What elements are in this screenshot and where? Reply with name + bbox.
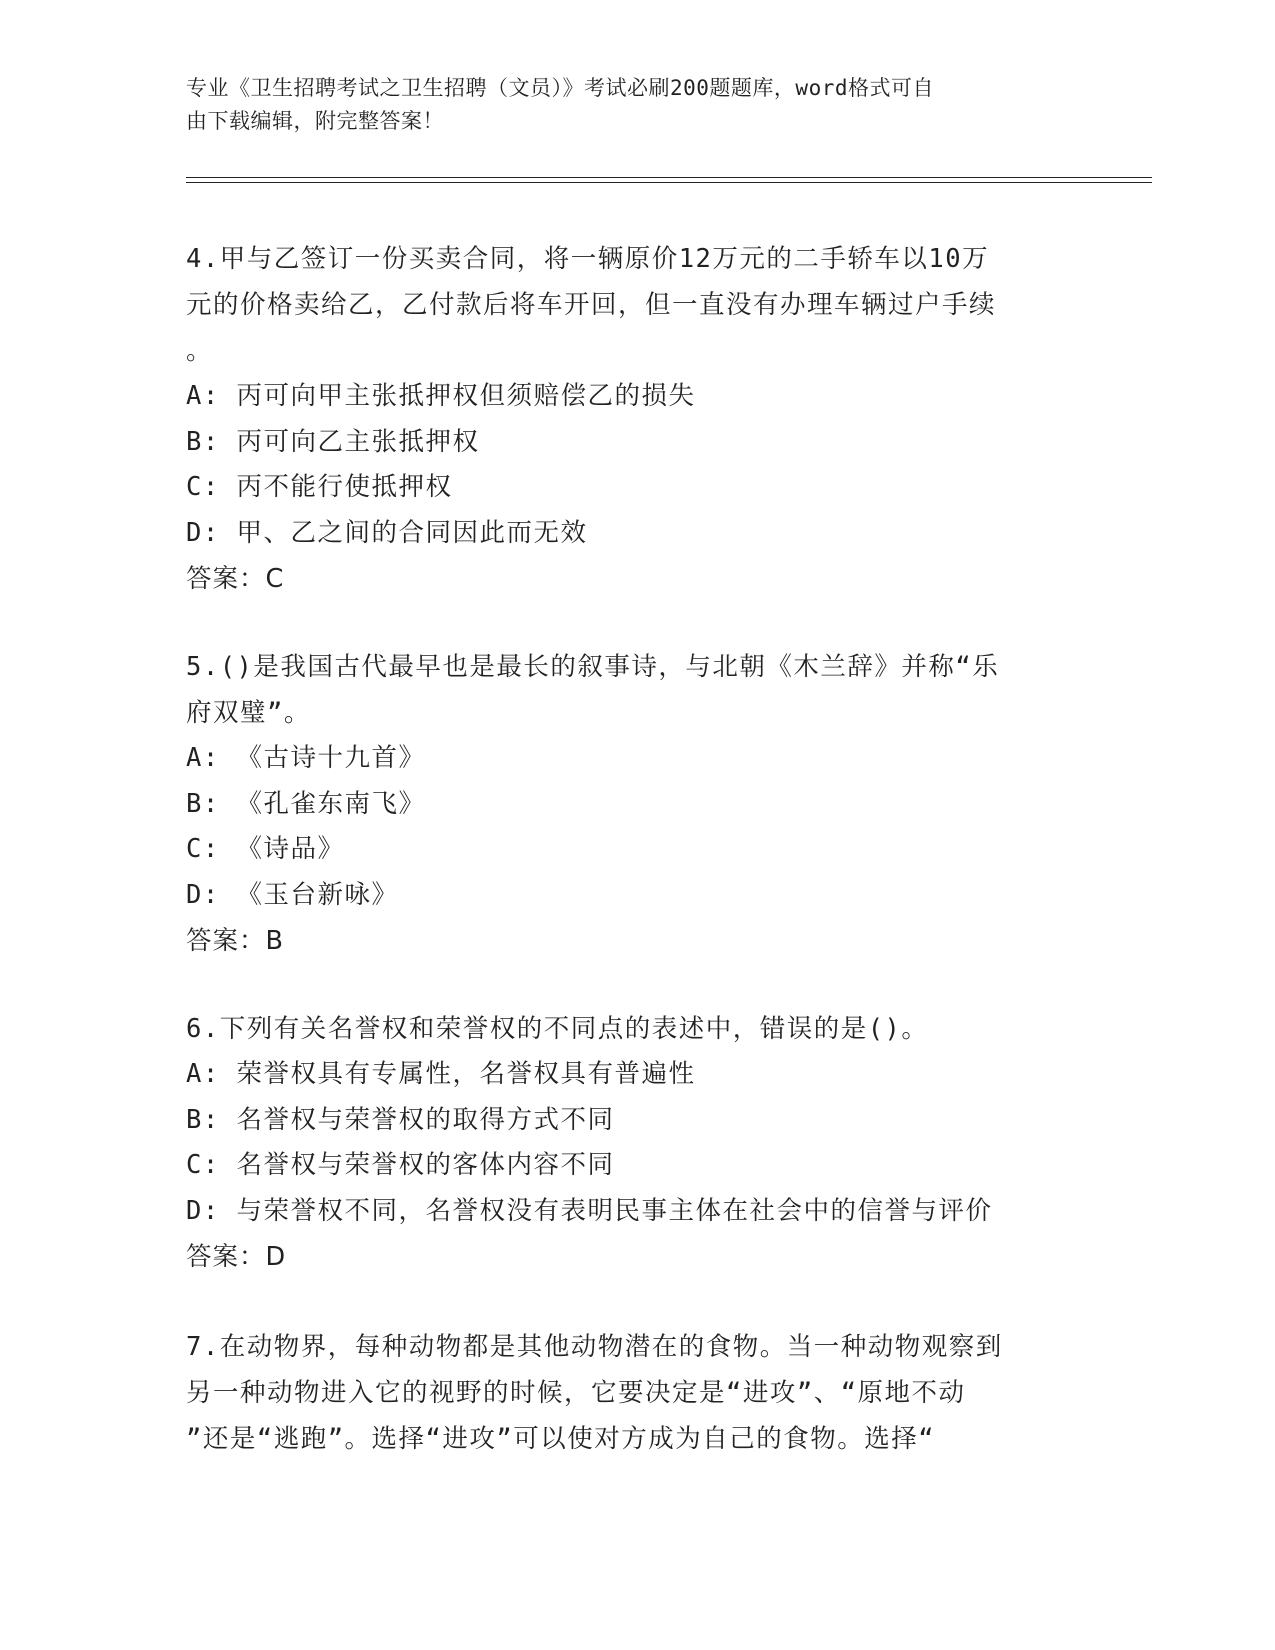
question-4 bbox=[186, 236, 1066, 602]
option-b: B: 《孔雀东南飞》 bbox=[186, 788, 426, 819]
question-6 bbox=[186, 1006, 1066, 1280]
question-stem-line: 元的价格卖给乙，乙付款后将车开回，但一直没有办理车辆过户手续 bbox=[186, 290, 997, 320]
option-c: C: 丙不能行使抵押权 bbox=[186, 472, 453, 502]
question-stem-line: 4.甲与乙签订一份买卖合同，将一辆原价12万元的二手轿车以10万 bbox=[186, 244, 990, 274]
answer: 答案：C bbox=[186, 564, 285, 594]
option-d: D: 甲、乙之间的合同因此而无效 bbox=[186, 517, 588, 548]
header-divider-bottom bbox=[186, 182, 1152, 183]
answer: 答案：B bbox=[186, 926, 284, 956]
question-stem-line: 6.下列有关名誉权和荣誉权的不同点的表述中，错误的是()。 bbox=[186, 1014, 929, 1044]
header-line-2: 由下载编辑，附完整答案！ bbox=[186, 109, 444, 133]
question-stem-line: 。 bbox=[186, 336, 214, 366]
question-stem-line: 7.在动物界，每种动物都是其他动物潜在的食物。当一种动物观察到 bbox=[186, 1332, 1003, 1362]
option-b: B: 丙可向乙主张抵押权 bbox=[186, 426, 480, 457]
question-stem-line: 5.()是我国古代最早也是最长的叙事诗，与北朝《木兰辞》并称“乐 bbox=[186, 652, 1000, 682]
header-line-1: 专业《卫生招聘考试之卫生招聘（文员）》考试必刷200题题库，word格式可自 bbox=[186, 76, 934, 100]
option-c: C: 名誉权与荣誉权的客体内容不同 bbox=[186, 1150, 615, 1180]
option-d: D: 与荣誉权不同，名誉权没有表明民事主体在社会中的信誉与评价 bbox=[186, 1195, 993, 1226]
header-divider-top bbox=[186, 177, 1152, 178]
question-stem-line: 另一种动物进入它的视野的时候，它要决定是“进攻”、“原地不动 bbox=[186, 1378, 966, 1408]
document-header bbox=[186, 72, 1066, 138]
option-a: A: 《古诗十九首》 bbox=[186, 743, 426, 773]
option-a: A: 荣誉权具有专属性，名誉权具有普遍性 bbox=[186, 1059, 696, 1089]
question-7 bbox=[186, 1324, 1066, 1462]
answer: 答案：D bbox=[186, 1242, 287, 1272]
option-c: C: 《诗品》 bbox=[186, 834, 345, 864]
question-stem-line: 府双璧”。 bbox=[186, 698, 311, 728]
option-b: B: 名誉权与荣誉权的取得方式不同 bbox=[186, 1104, 615, 1135]
question-stem-line: ”还是“逃跑”。选择“进攻”可以使对方成为自己的食物。选择“ bbox=[186, 1424, 936, 1454]
option-a: A: 丙可向甲主张抵押权但须赔偿乙的损失 bbox=[186, 381, 696, 411]
question-5 bbox=[186, 644, 1066, 964]
option-d: D: 《玉台新咏》 bbox=[186, 879, 399, 910]
